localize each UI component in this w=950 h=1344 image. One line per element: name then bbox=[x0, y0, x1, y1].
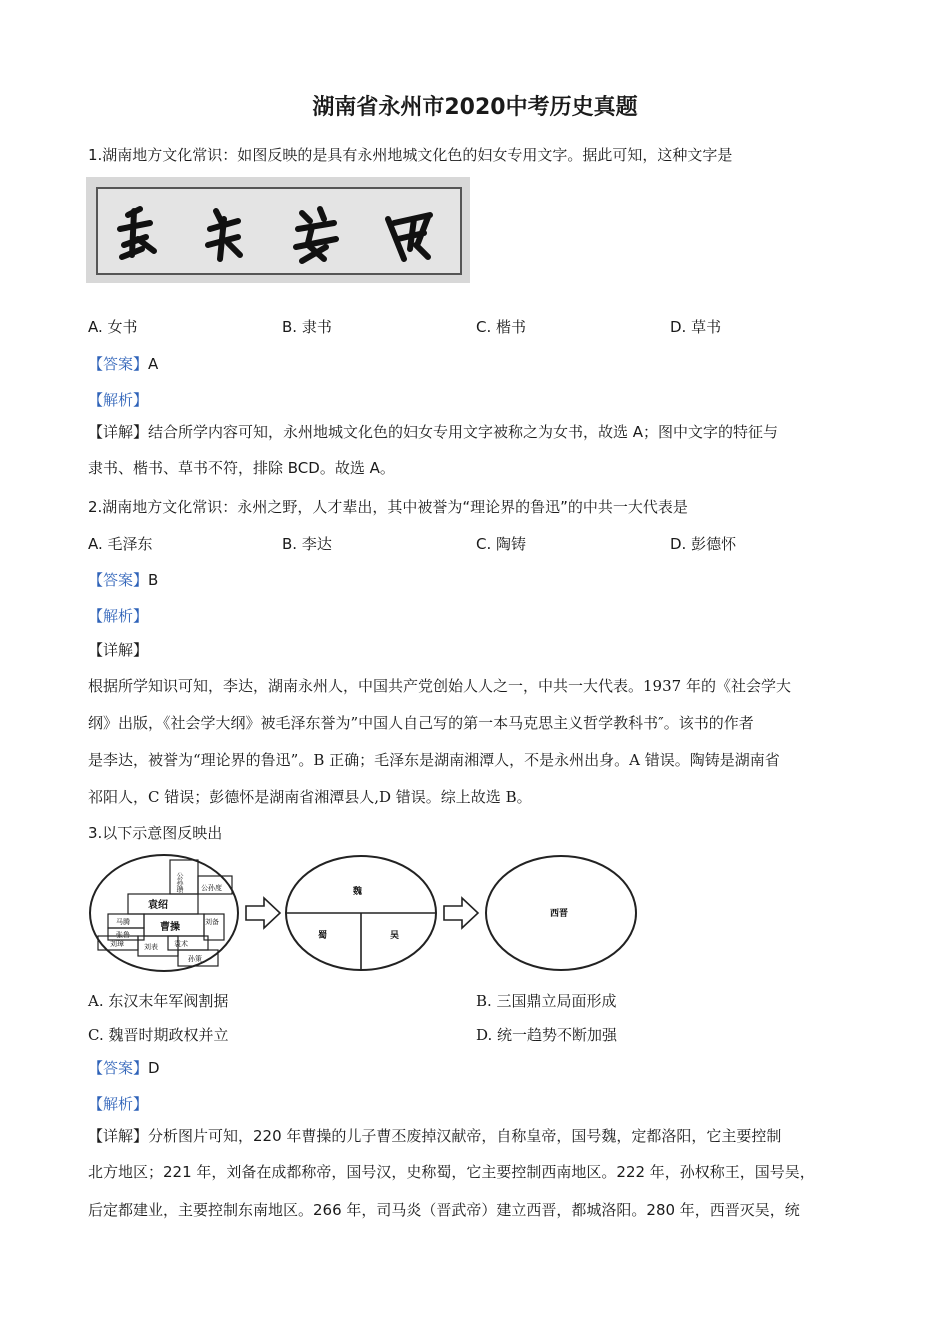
q1-option-c: C. 楷书 bbox=[476, 318, 527, 336]
q1-option-a: A. 女书 bbox=[88, 318, 138, 336]
label-gongsundu: 公孙度 bbox=[201, 884, 222, 892]
label-wei: 魏 bbox=[353, 887, 363, 897]
label-zhanglu: 张鲁 bbox=[116, 931, 130, 939]
q1-stem: 1.湖南地方文化常识：如图反映的是具有永州地城文化色的妇女专用文字。据此可知，这种文字是 bbox=[88, 146, 733, 164]
label-wu: 吴 bbox=[390, 931, 400, 941]
q3-detail-line1 bbox=[88, 1118, 781, 1154]
label-mateng: 马腾 bbox=[116, 918, 130, 926]
arrow-1-icon bbox=[246, 898, 280, 928]
q3-diagram bbox=[88, 850, 648, 976]
q3-option-a: A. 东汉末年军阀割据 bbox=[88, 992, 229, 1010]
q3-answer: D bbox=[148, 1059, 160, 1077]
q1-option-d: D. 草书 bbox=[670, 318, 722, 336]
q2-detail-line4: 祁阳人，C 错误；彭德怀是湖南省湘潭县人,D 错误。综上故选 B。 bbox=[88, 788, 532, 806]
q1-answer-tag: 【答案】 bbox=[88, 355, 149, 373]
q1-detail-text: 结合所学内容可知，永州地城文化色的妇女专用文字被称之为女书，故选 A；图中文字的特征与 bbox=[148, 423, 779, 441]
q3-detail-line3: 后定都建业，主要控制东南地区。266 年，司马炎（晋武帝）建立西晋，都城洛阳。280 年，西晋灭吴，统 bbox=[88, 1201, 800, 1219]
label-liubei: 刘备 bbox=[205, 918, 219, 926]
q3-detail-text: 分析图片可知，220 年曹操的儿子曹丕废掉汉献帝，自称皇帝，国号魏，定都洛阳，它主要控制 bbox=[148, 1127, 782, 1145]
label-liuzhang: 刘璋 bbox=[110, 940, 124, 948]
q3-answer-tag: 【答案】 bbox=[88, 1059, 149, 1077]
label-sunce: 孙策 bbox=[188, 955, 202, 963]
q2-answer-tag: 【答案】 bbox=[88, 571, 149, 589]
q1-detail-line2: 隶书、楷书、草书不符，排除 BCD。故选 A。 bbox=[88, 459, 395, 477]
q1-analysis-tag: 【解析】 bbox=[88, 391, 149, 409]
label-liubiao: 刘表 bbox=[144, 943, 158, 951]
q2-detail-tag: 【详解】 bbox=[88, 641, 149, 659]
q2-answer-line bbox=[88, 569, 158, 590]
q2-option-a: A. 毛泽东 bbox=[88, 535, 153, 553]
q1-option-b: B. 隶书 bbox=[282, 318, 332, 336]
q2-stem: 2.湖南地方文化常识：永州之野，人才辈出，其中被誉为“理论界的鲁迅”的中共一大代表是 bbox=[88, 498, 688, 516]
label-gongsunzan: 公孙瓒 bbox=[176, 872, 184, 893]
q2-option-d: D. 彭德怀 bbox=[670, 535, 737, 553]
q2-answer: B bbox=[148, 571, 159, 589]
q2-detail-line1: 根据所学知识可知，李达，湖南永州人，中国共产党创始人人之一，中共一大代表。1937 年的《社会学大 bbox=[88, 677, 791, 695]
label-xijin: 西晋 bbox=[550, 909, 569, 919]
q1-detail-line1 bbox=[88, 414, 778, 450]
q3-detail-line2: 北方地区；221 年，刘备在成都称帝，国号汉，史称蜀，它主要控制西南地区。222 年，孙权称王，国号吴， bbox=[88, 1163, 815, 1181]
q3-option-c: C. 魏晋时期政权并立 bbox=[88, 1026, 229, 1044]
q2-analysis-tag: 【解析】 bbox=[88, 607, 149, 625]
nushu-script-figure bbox=[98, 189, 460, 273]
label-shu: 蜀 bbox=[318, 931, 328, 941]
q3-option-b: B. 三国鼎立局面形成 bbox=[476, 992, 617, 1010]
label-yuanshu: 袁术 bbox=[174, 940, 188, 948]
label-caocao: 曹操 bbox=[160, 922, 180, 933]
arrow-2-icon bbox=[444, 898, 478, 928]
nushu-image bbox=[86, 177, 470, 283]
q3-stem: 3.以下示意图反映出 bbox=[88, 824, 223, 842]
q2-option-c: C. 陶铸 bbox=[476, 535, 527, 553]
q1-answer: A bbox=[148, 355, 159, 373]
q2-option-b: B. 李达 bbox=[282, 535, 332, 553]
q1-answer-line bbox=[88, 353, 158, 374]
q3-option-d: D. 统一趋势不断加强 bbox=[476, 1026, 618, 1044]
q1-detail-tag: 【详解】 bbox=[88, 423, 149, 441]
q3-answer-line bbox=[88, 1057, 160, 1078]
q3-analysis-tag: 【解析】 bbox=[88, 1095, 149, 1113]
q2-detail-line2: 纲》出版，《社会学大纲》被毛泽东誉为”中国人自己写的第一本马克思主义哲学教科书″。该书的作者 bbox=[88, 714, 754, 732]
q2-detail-line3: 是李达，被誉为“理论界的鲁迅”。B 正确；毛泽东是湖南湘潭人，不是永州出身。A 错误。陶铸是湖南省 bbox=[88, 751, 780, 769]
label-yuanshao: 袁绍 bbox=[148, 900, 168, 911]
q3-detail-tag: 【详解】 bbox=[88, 1127, 149, 1145]
page-title: 湖南省永州市2020中考历史真题 bbox=[312, 95, 638, 120]
